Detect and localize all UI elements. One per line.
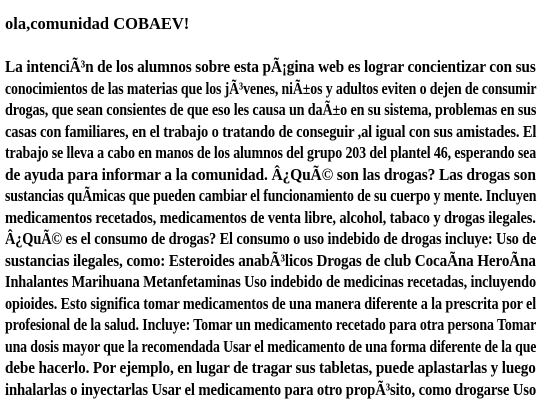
- article-line: de ayuda para informar a la comunidad. Â¿QuÃ© son las drogas? Las drogas son: [5, 164, 536, 184]
- article-line: profesional de la salud. Incluye: Tomar un medicamento recetado para otra persona Tomar: [5, 315, 537, 334]
- article-line: casas con familiares, en el trabajo o tratando de conseguir ,al igual con sus amistades. El: [5, 121, 537, 141]
- article-line: La intenciÃ³n de los alumnos sobre esta pÃ¡gina web es lograr concientizar con sus: [5, 57, 536, 76]
- article-line: medicamentos recetados, medicamentos de venta libre, alcohol, tabaco y drogas ilegales.: [5, 207, 536, 227]
- article-line: trabajo se lleva a cabo en manos de los alumnos del grupo 203 del plantel 46, esperando sea: [5, 143, 537, 162]
- article-line: sustancias quÃmicas que pueden cambiar el funcionamiento de su cuerpo y mente. Incluyen: [5, 186, 537, 205]
- article-line: debe hacerlo. Por ejemplo, en lugar de tragar sus tabletas, puede aplastarlas y luego: [5, 358, 536, 377]
- article-line: sustancias ilegales, como: Esteroides anabÃ³licos Drogas de club CocaÃna HeroÃna: [5, 250, 536, 270]
- article-line: Inhalantes Marihuana Metanfetaminas Uso indebido de medicinas recetadas, incluyendo: [5, 272, 536, 291]
- article-line: opioides. Esto significa tomar medicamentos de una manera diferente a la prescrita por el: [5, 293, 537, 313]
- article-line: conocimientos de las materias que los jÃ³venes, niÃ±os y adultos eviten o dejen de consumir: [5, 78, 537, 98]
- article-line: una dosis mayor que la recomendada Usar el medicamento de una forma diferente de la que: [5, 336, 537, 356]
- article-line: inhalarlas o inyectarlas Usar el medicamento para otro propÃ³sito, como drogarse Uso: [5, 379, 537, 399]
- page-greeting: ola,comunidad COBAEV!: [5, 14, 190, 33]
- article-line: drogas, que sean consientes de que eso les causa un daÃ±o en su sistema, problemas en sus: [5, 100, 537, 119]
- article-body: [5, 56, 536, 400]
- article-line: Â¿QuÃ© es el consumo de drogas? El consumo o uso indebido de drogas incluye: Uso de: [5, 229, 537, 248]
